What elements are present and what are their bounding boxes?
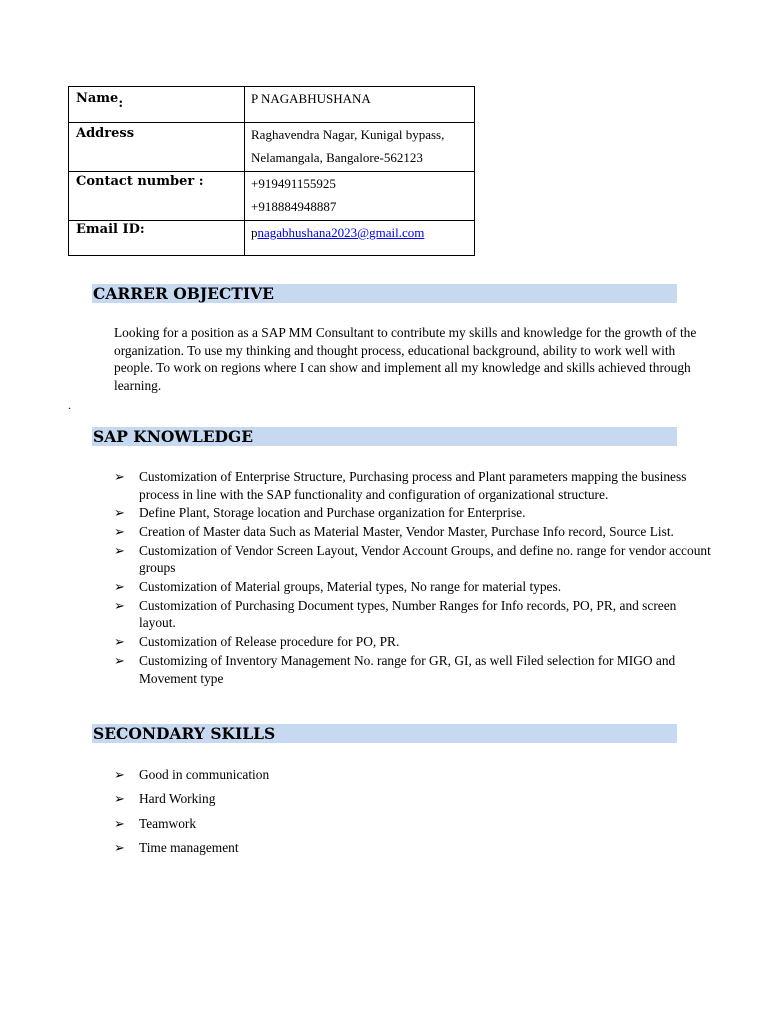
- address-row: [69, 123, 475, 172]
- email-link[interactable]: nagabhushana2023@gmail.com: [257, 225, 425, 240]
- arrow-bullet-icon: ➢: [114, 653, 125, 669]
- name-label: Name:: [69, 87, 245, 123]
- address-value: [245, 123, 475, 172]
- arrow-bullet-icon: ➢: [114, 791, 125, 807]
- list-item: ➢ Customizing of Inventory Management No. range for GR, GI, as well Filed selection for MIGO and Movement type: [114, 653, 676, 686]
- list-item: ➢ Customization of Vendor Screen Layout, Vendor Account Groups, and define no. range for vendor account groups: [114, 542, 711, 576]
- list-item: ➢ Good in communication: [114, 767, 270, 782]
- secondary-skills-list: [114, 766, 714, 863]
- objective-heading: CARRER OBJECTIVE: [92, 284, 677, 303]
- address-label: Address: [69, 123, 245, 172]
- list-item: ➢ Customization of Material groups, Material types, No range for material types.: [114, 579, 562, 595]
- name-row: [69, 87, 475, 123]
- phone-1: +919491155925: [251, 176, 336, 191]
- contact-table: [68, 86, 475, 256]
- arrow-bullet-icon: ➢: [114, 767, 125, 782]
- arrow-bullet-icon: ➢: [114, 634, 125, 650]
- list-item: ➢ Hard Working: [114, 791, 216, 807]
- list-item: ➢ Customization of Enterprise Structure, Purchasing process and Plant parameters mapping the business process in line with the SAP functionality and configuration of organizational structure.: [114, 469, 687, 502]
- objective-text: Looking for a position as a SAP MM Consultant to contribute my skills and knowledge for the growth of the organization. To use my thinking and thought process, educational background, ability to work well with people. To work on regions where I can show and implement all my knowledge and skills achieved through learning.: [114, 325, 697, 394]
- arrow-bullet-icon: ➢: [114, 524, 125, 540]
- name-value: P NAGABHUSHANA: [245, 87, 475, 123]
- list-item: ➢ Creation of Master data Such as Material Master, Vendor Master, Purchase Info record, Source List.: [114, 524, 674, 540]
- sap-knowledge-list: [114, 468, 714, 688]
- email-value: [245, 221, 475, 256]
- contact-number-label: Contact number :: [69, 172, 245, 221]
- arrow-bullet-icon: ➢: [114, 542, 125, 558]
- sap-knowledge-heading: SAP KNOWLEDGE: [92, 427, 677, 446]
- contact-number-row: [69, 172, 475, 221]
- phone-2: +918884948887: [251, 199, 337, 214]
- list-item: ➢ Customization of Purchasing Document types, Number Ranges for Info records, PO, PR, and screen layout.: [114, 597, 677, 631]
- list-item: ➢ Define Plant, Storage location and Purchase organization for Enterprise.: [114, 505, 526, 521]
- address-line-2: Nelamangala, Bangalore-562123: [251, 150, 423, 165]
- list-item: ➢ Customization of Release procedure for PO, PR.: [114, 634, 400, 650]
- list-item: ➢ Teamwork: [114, 815, 197, 831]
- arrow-bullet-icon: ➢: [114, 597, 125, 613]
- secondary-skills-heading: SECONDARY SKILLS: [92, 724, 677, 743]
- stray-mark: .: [68, 398, 71, 412]
- arrow-bullet-icon: ➢: [114, 815, 125, 831]
- email-label: Email ID:: [69, 221, 245, 256]
- list-item: ➢ Time management: [114, 839, 239, 855]
- email-row: [69, 221, 475, 256]
- arrow-bullet-icon: ➢: [114, 839, 125, 855]
- arrow-bullet-icon: ➢: [114, 579, 125, 595]
- address-line-1: Raghavendra Nagar, Kunigal bypass,: [251, 127, 445, 142]
- arrow-bullet-icon: ➢: [114, 505, 125, 521]
- contact-number-value: [245, 172, 475, 221]
- arrow-bullet-icon: ➢: [114, 469, 125, 484]
- email-prefix: p: [251, 225, 258, 240]
